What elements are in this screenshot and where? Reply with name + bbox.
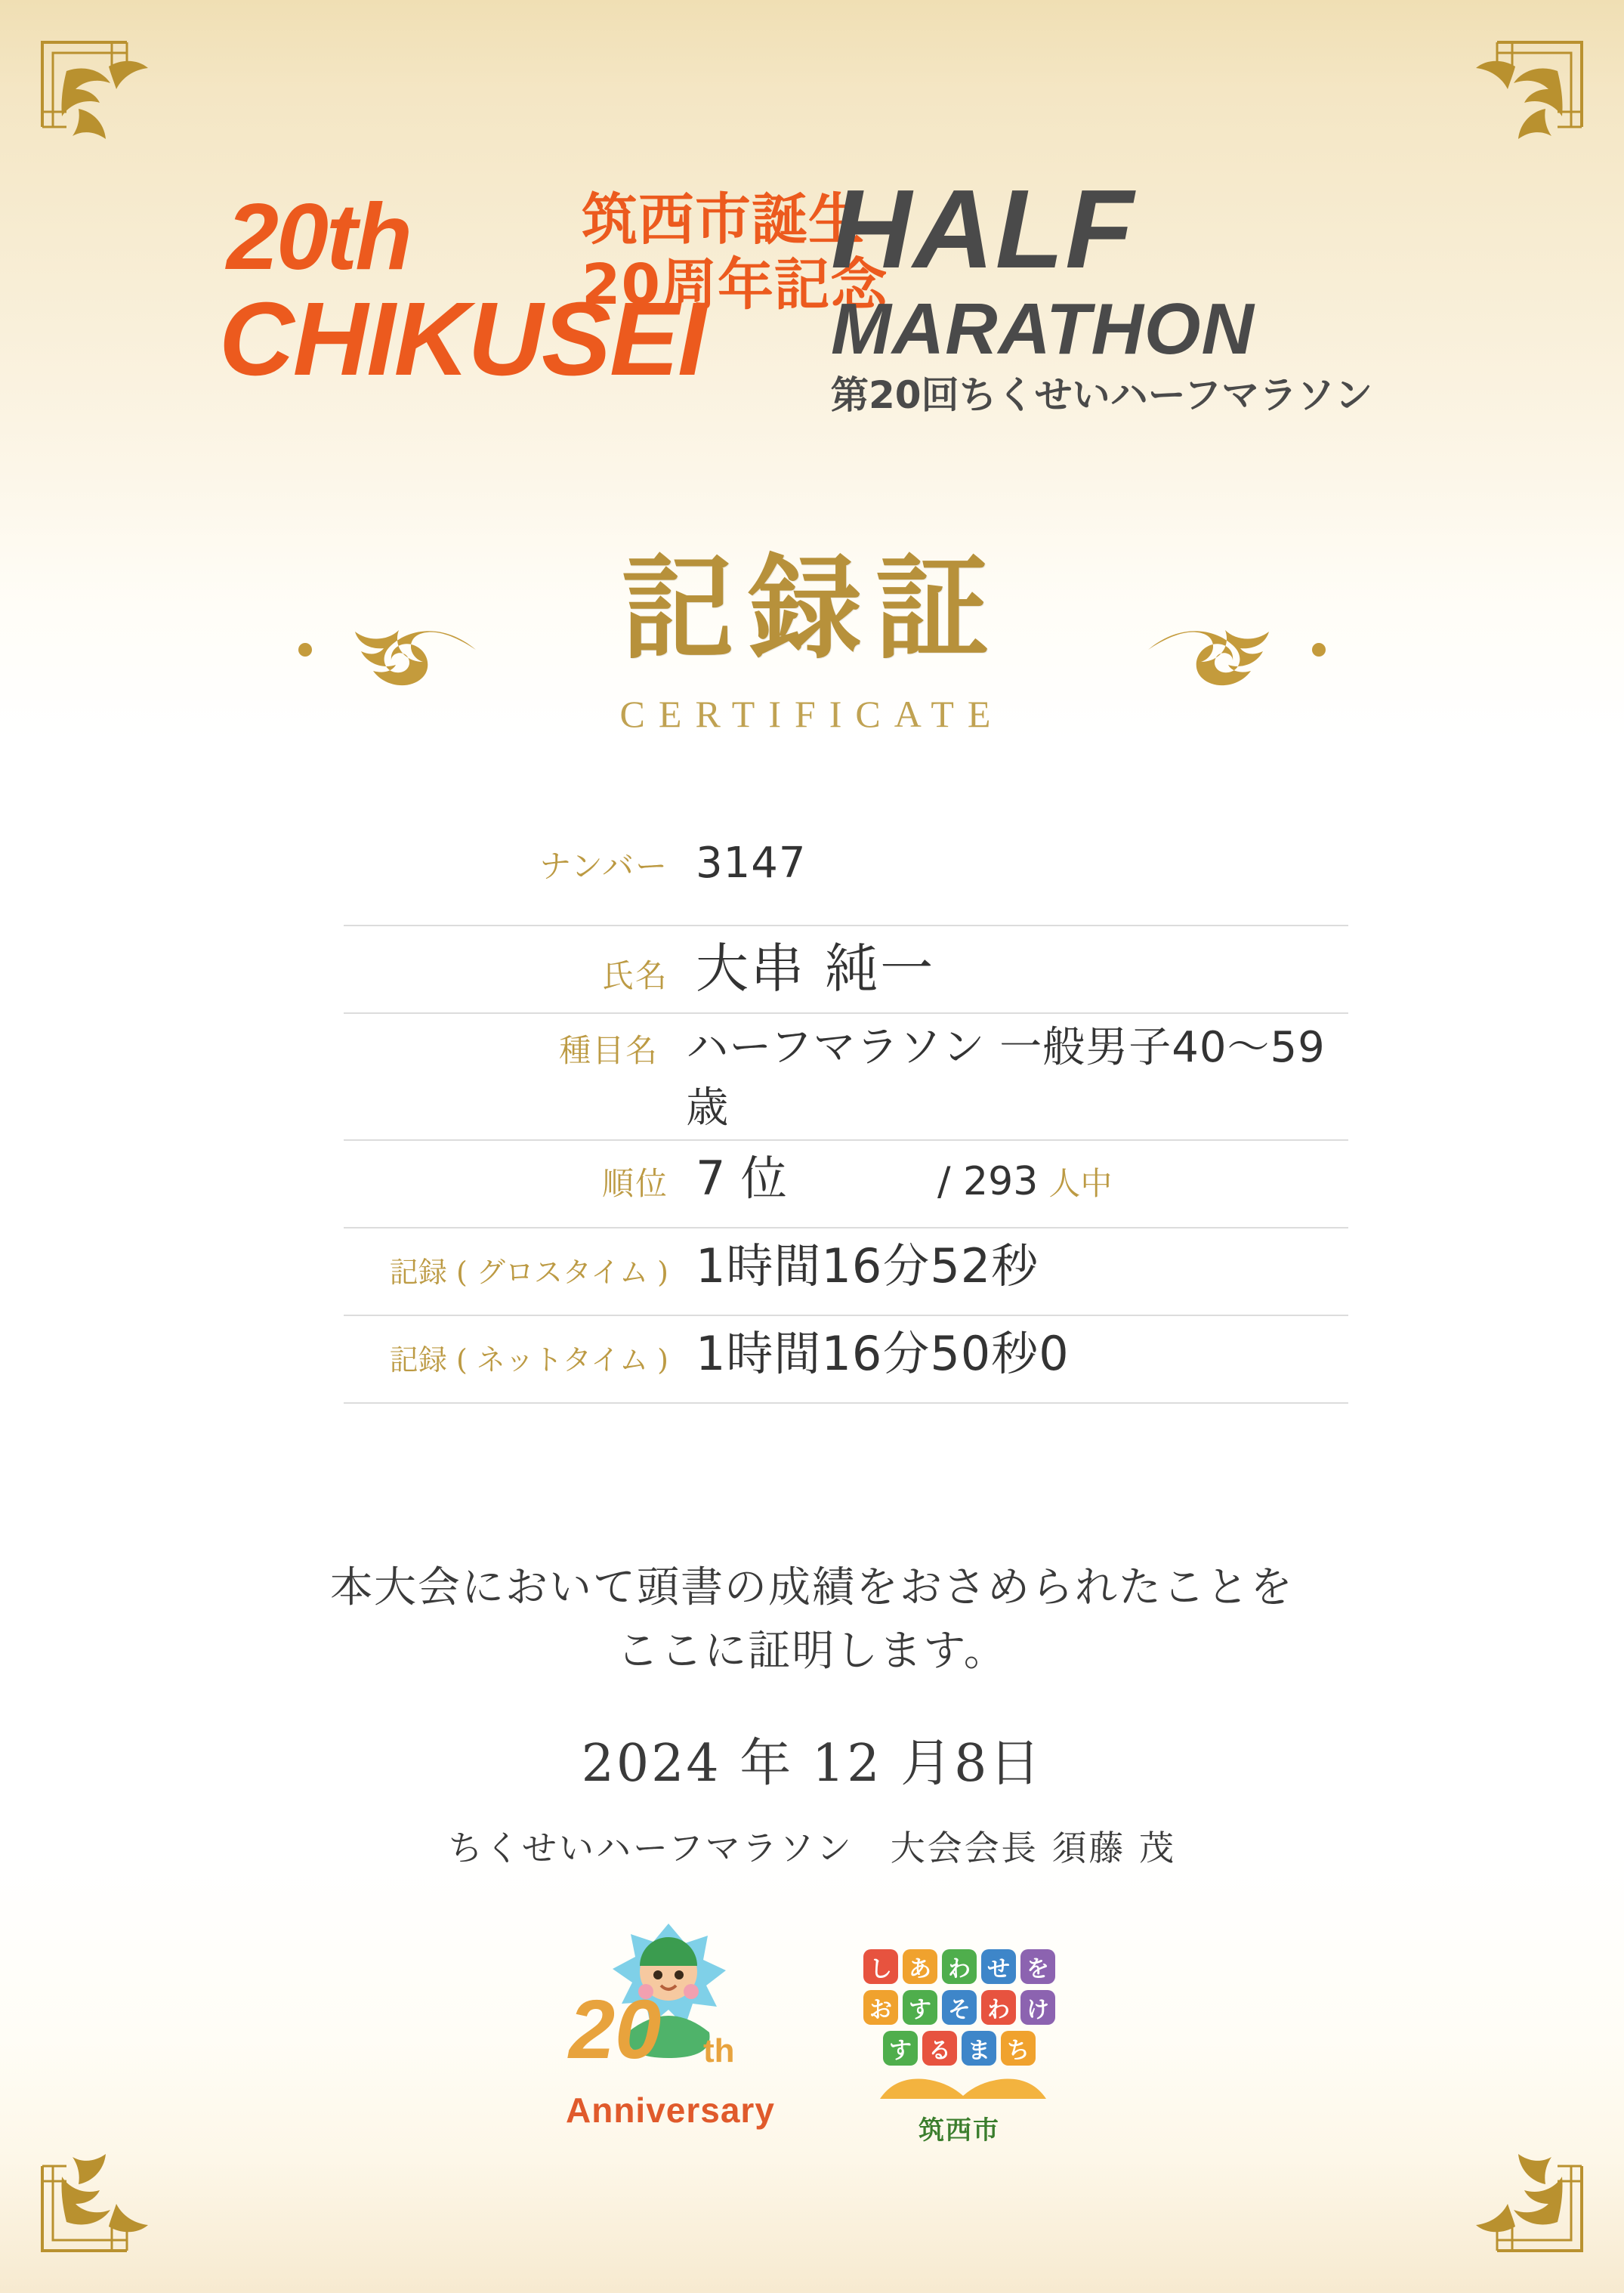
- anniversary-logo-suffix: th: [703, 2032, 735, 2069]
- signature-line: ちくせいハーフマラソン 大会会長 須藤 茂: [448, 1828, 1176, 1868]
- city-chip: せ: [981, 1949, 1016, 1984]
- city-chip: そ: [942, 1990, 977, 2025]
- certificate-title-block: [0, 542, 1624, 736]
- city-chip: お: [863, 1990, 898, 2025]
- half-text: HALF: [831, 167, 1135, 292]
- anniversary-logo-number: 20: [569, 1983, 662, 2076]
- header-jp-line2: 20周年記念: [582, 252, 888, 317]
- name-value: 大串 純一: [696, 938, 936, 1000]
- gross-time-value: 1時間16分52秒: [696, 1238, 1039, 1293]
- anniversary-number-text: 20th: [227, 185, 410, 289]
- field-row-net-time: [344, 1316, 1348, 1404]
- anniversary-logo-word: Anniversary: [566, 2091, 775, 2130]
- city-chip: る: [922, 2031, 957, 2066]
- bib-value: 3147: [696, 839, 807, 888]
- city-logo-line1: [850, 1949, 1069, 1984]
- bib-label: ナンバー: [539, 848, 668, 885]
- city-logo-name: 筑西市: [919, 2115, 1000, 2146]
- page-subtitle: CERTIFICATE: [619, 693, 1005, 735]
- city-chip: し: [863, 1949, 898, 1984]
- city-logo-line2: [850, 1990, 1069, 2025]
- gross-time-label: 記録 ( グロスタイム ): [389, 1256, 668, 1289]
- city-chip: け: [1020, 1990, 1055, 2025]
- hands-icon: [850, 2072, 1069, 2102]
- event-logo-header: [0, 167, 1624, 484]
- event-value: ハーフマラソン 一般男子40〜59歳: [686, 1023, 1326, 1133]
- net-time-value: 1時間16分50秒0: [696, 1326, 1070, 1381]
- marathon-text: MARATHON: [831, 289, 1255, 369]
- city-chip: あ: [903, 1949, 937, 1984]
- header-jp-line1: 筑西市誕生: [582, 187, 865, 252]
- field-row-name: [344, 926, 1348, 1014]
- city-chip: を: [1020, 1949, 1055, 1984]
- city-chip: す: [883, 2031, 918, 2066]
- issue-date: 2024 年 12 月8日: [581, 1734, 1043, 1794]
- city-logo-line3: [850, 2031, 1069, 2066]
- name-label: 氏名: [601, 957, 668, 994]
- city-chip: わ: [981, 1990, 1016, 2025]
- city-chip: す: [903, 1990, 937, 2025]
- field-row-gross-time: [344, 1228, 1348, 1316]
- rank-total-unit: 人中: [1048, 1165, 1113, 1202]
- field-row-event: [344, 1014, 1348, 1141]
- rank-total-value: / 293: [937, 1159, 1039, 1204]
- result-fields-table: [344, 839, 1348, 1404]
- certificate-statement: [0, 1556, 1624, 1683]
- city-logo: [850, 1949, 1069, 2146]
- statement-line-1: 本大会において頭書の成績をおさめられたことを: [330, 1563, 1294, 1612]
- statement-line-2: ここに証明します。: [616, 1627, 1008, 1676]
- header-jp-subtitle: 第20回ちくせいハーフマラソン: [831, 373, 1373, 417]
- footer-logos: [0, 1919, 1624, 2146]
- city-chip: ま: [962, 2031, 996, 2066]
- city-chip: わ: [942, 1949, 977, 1984]
- rank-value: 7 位: [696, 1151, 788, 1206]
- anniversary-logo: [555, 1919, 782, 2138]
- page-title: 記録証: [621, 542, 1002, 675]
- field-row-bib: [344, 839, 1348, 926]
- event-label: 種目名: [559, 1032, 659, 1069]
- city-chip: ち: [1001, 2031, 1036, 2066]
- field-row-rank: [344, 1141, 1348, 1228]
- event-name-en-text: CHIKUSEI: [219, 281, 705, 397]
- net-time-label: 記録 ( ネットタイム ): [389, 1343, 668, 1377]
- rank-label: 順位: [601, 1165, 668, 1202]
